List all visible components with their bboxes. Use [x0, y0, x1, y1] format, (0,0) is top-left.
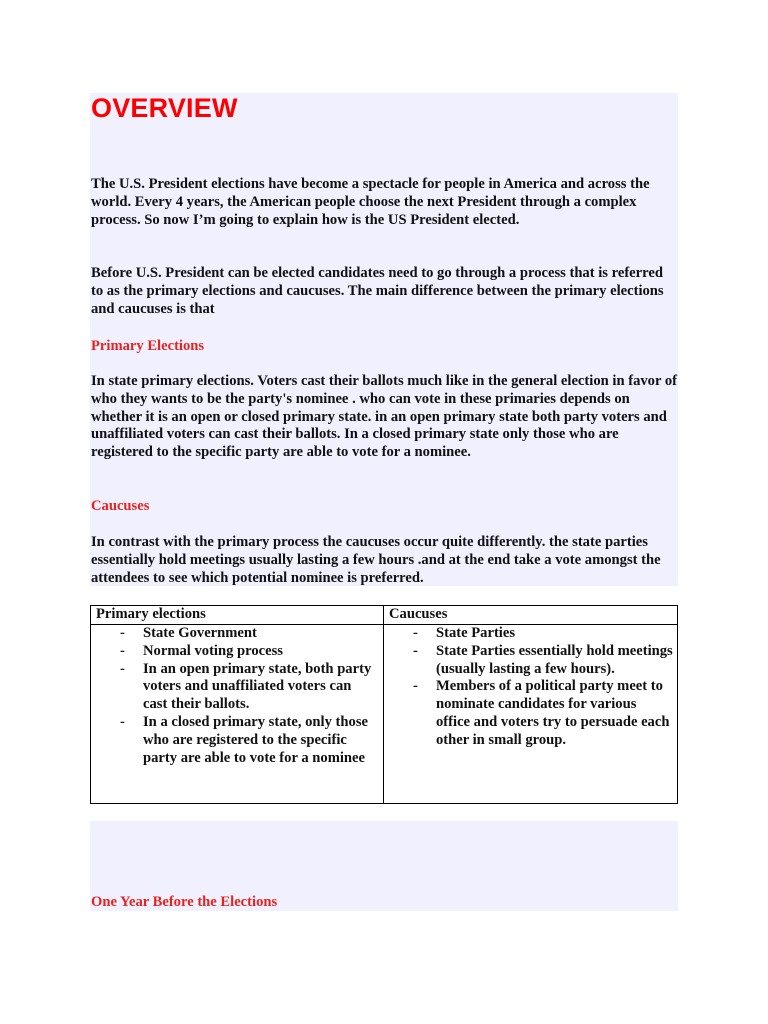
- one-year-heading: One Year Before the Elections: [91, 894, 278, 910]
- table-body-row: [91, 625, 678, 804]
- list-item: - In a closed primary state, only those who are registered to the specific party are able to vote for a nominee: [96, 714, 379, 767]
- before-paragraph: Before U.S. President can be elected candidates need to go through a process that is referred to as the primary elections and caucuses. The main difference between the primary elections and caucuses is that: [91, 265, 664, 317]
- list-item: - Normal voting process: [96, 643, 379, 661]
- page-title: OVERVIEW: [91, 93, 238, 123]
- caucus-list: [389, 625, 673, 750]
- list-item: - State Government: [96, 625, 379, 643]
- table-cell-primary: [91, 625, 384, 804]
- caucuses-paragraph: In contrast with the primary process the caucuses occur quite differently. the state parties essentially hold meetings usually lasting a few hours .and at the end take a vote amongst the attendees to see which potential nominee is preferred.: [91, 534, 661, 586]
- list-item: - State Parties essentially hold meetings (usually lasting a few hours).: [389, 643, 673, 679]
- comparison-table: [90, 605, 678, 804]
- caucuses-heading: Caucuses: [91, 498, 150, 514]
- primary-elections-heading: Primary Elections: [91, 338, 205, 354]
- table-header-primary: Primary elections: [91, 606, 384, 625]
- list-item: - In an open primary state, both party voters and unaffiliated voters can cast their ballots.: [96, 661, 379, 714]
- list-item: - Members of a political party meet to nominate candidates for various office and voters try to persuade each other in small group.: [389, 678, 673, 749]
- intro-paragraph: The U.S. President elections have become a spectacle for people in America and across the world. Every 4 years, the American people choose the next President through a complex process. So now I’m going to explain how is the US President elected.: [91, 176, 650, 228]
- list-item: - State Parties: [389, 625, 673, 643]
- primary-elections-paragraph: In state primary elections. Voters cast their ballots much like in the general election in favor of who they wants to be the party's nominee . who can vote in these primaries depends on whether it is an open or closed primary state. in an open primary state both party voters and unaffiliated voters can cast their ballots. In a closed primary state only those who are registered to the specific party are able to vote for a nominee.: [91, 373, 677, 461]
- primary-list: [96, 625, 379, 767]
- table-header-row: [91, 606, 678, 625]
- table-cell-caucuses: [384, 625, 678, 804]
- table-header-caucuses: Caucuses: [384, 606, 678, 625]
